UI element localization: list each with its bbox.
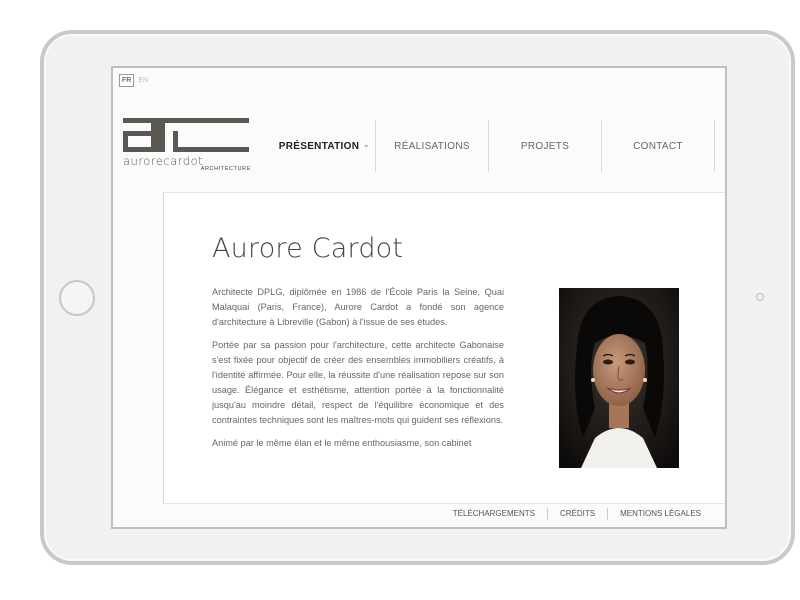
- portrait-photo: [559, 288, 679, 468]
- screen: [111, 66, 727, 529]
- logo-mark-icon: [123, 118, 249, 152]
- paragraph: Architecte DPLG, diplômée en 1986 de l'École Paris la Seine, Quai Malaquai (Paris, France), Aurore Cardot a fondé son agence d'architecture à Libreville (Gabon) à l'issue de ses études.: [212, 287, 504, 327]
- logo-subtitle: ARCHITECTURE: [200, 166, 251, 172]
- nav-item-presentation[interactable]: [263, 120, 376, 172]
- page-title: Aurore Cardot: [212, 233, 404, 264]
- nav-item-realisations[interactable]: [376, 120, 489, 172]
- logo-wordmark: aurorecardot: [123, 154, 204, 168]
- nav-item-label: PROJETS: [520, 140, 570, 152]
- camera-icon: [756, 293, 764, 301]
- lang-fr-button[interactable]: FR: [119, 74, 134, 87]
- nav-item-label: CONTACT: [633, 140, 683, 152]
- footer-nav: [441, 505, 713, 523]
- portrait-image: [559, 288, 679, 468]
- footer-link-credits[interactable]: CRÉDITS: [547, 508, 607, 520]
- language-switcher: [119, 74, 148, 87]
- footer-link-telechargements[interactable]: TÉLÉCHARGEMENTS: [452, 509, 535, 518]
- bio-text[interactable]: [212, 285, 504, 467]
- paragraph: Portée par sa passion pour l'architecture, cette architecte Gabonaise s'est fixée pour objectif de créer des ensembles immobiliers créatifs, à l'identité affirmée. Pour elle, la réussite d'une réalisation repose sur son usage. Élégance et esthétisme, attention portée à la fonctionnalité jusqu'au moindre détail, respect de l'équilibre économique et des contraintes techniques sont les maîtres-mots qui guident ses réflexions.: [212, 340, 504, 425]
- nav-item-label: PRÉSENTATION: [278, 140, 360, 152]
- home-button[interactable]: [59, 280, 95, 316]
- chevron-down-icon: ⌄: [362, 140, 370, 149]
- nav-item-label: RÉALISATIONS: [394, 140, 470, 152]
- paragraph: Animé par le même élan et le même enthousiasme, son cabinet: [212, 438, 472, 448]
- main-nav: [263, 120, 715, 172]
- nav-item-projets[interactable]: [489, 120, 602, 172]
- nav-item-contact[interactable]: [602, 120, 715, 172]
- logo[interactable]: [123, 118, 251, 174]
- content-panel: [163, 192, 727, 504]
- footer-link-mentions-legales[interactable]: MENTIONS LÉGALES: [607, 508, 713, 520]
- lang-en-button[interactable]: EN: [138, 77, 149, 84]
